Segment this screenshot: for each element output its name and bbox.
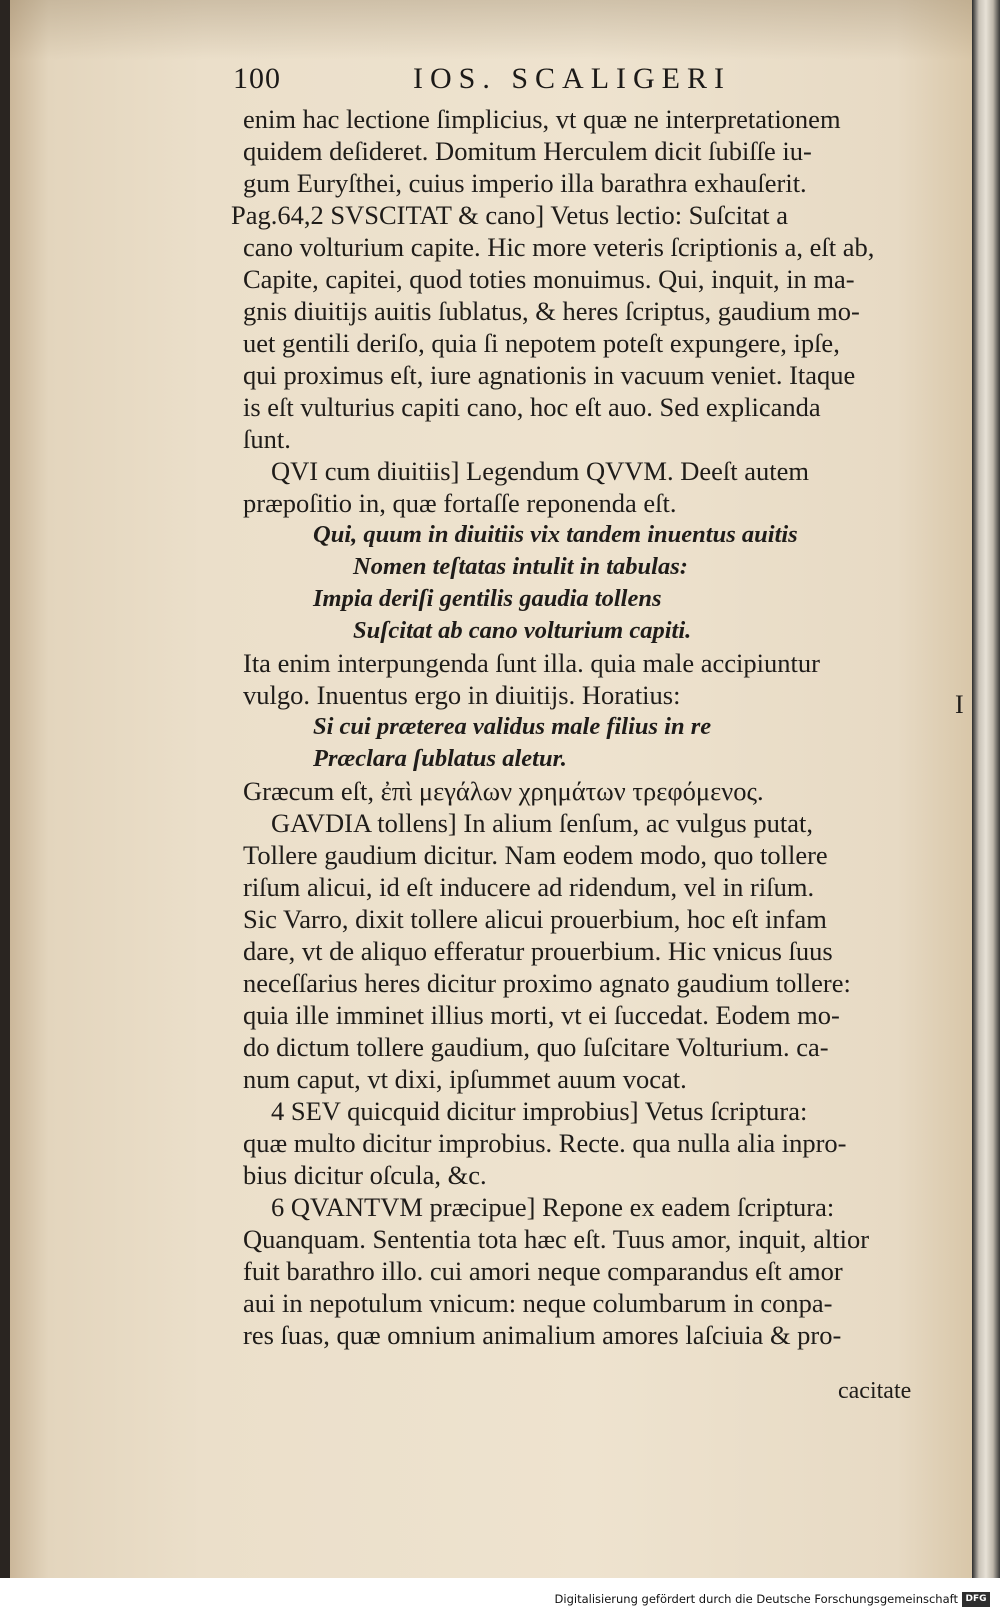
text-line: cano volturium capite. Hic more veteris ſcriptionis a, eſt ab,	[243, 232, 875, 262]
text-line: is eſt vulturius capiti cano, hoc eſt auo. Sed explicanda	[243, 392, 821, 422]
text-line: do dictum tollere gaudium, quo ſuſcitare Volturium. ca-	[243, 1032, 829, 1062]
book-page	[10, 0, 974, 1578]
book-edge-left	[0, 0, 10, 1578]
verse-line: Qui, quum in diuitiis vix tandem inuentus auitis	[313, 521, 798, 548]
text-line: uet gentili deriſo, quia ſi nepotem poteſt expungere, ipſe,	[243, 328, 840, 358]
text-line: vulgo. Inuentus ergo in diuitijs. Horatius:	[243, 680, 681, 710]
text-line: bius dicitur oſcula, &c.	[243, 1160, 487, 1190]
page-number: 100	[233, 62, 281, 95]
text-line: num caput, vt dixi, ipſummet auum vocat.	[243, 1064, 687, 1094]
text-line: Quanquam. Sententia tota hæc eſt. Tuus amor, inquit, altior	[243, 1224, 870, 1254]
text-line: præpoſitio in, quæ fortaſſe reponenda eſt.	[243, 488, 677, 518]
dfg-logo: DFG	[962, 1592, 990, 1607]
text-line: quæ multo dicitur improbius. Recte. qua nulla alia inpro-	[243, 1128, 847, 1158]
text-line: Sic Varro, dixit tollere alicui prouerbium, hoc eſt infam	[243, 904, 827, 934]
text-line: neceſſarius heres dicitur proximo agnato gaudium tollere:	[243, 968, 851, 998]
text-line: 4 SEV quicquid dicitur improbius] Vetus ſcriptura:	[271, 1096, 808, 1126]
text-line: Ita enim interpungenda ſunt illa. quia male accipiuntur	[243, 648, 820, 678]
scan-ruler-strip	[972, 0, 1000, 1578]
text-line: dare, vt de aliquo efferatur prouerbium. Hic vnicus ſuus	[243, 936, 833, 966]
text-line: ſunt.	[243, 424, 291, 454]
text-line: gum Euryſthei, cuius imperio illa barathra exhauſerit.	[243, 168, 807, 198]
text-line: Græcum eſt, ἐπὶ μεγάλων χρημάτων τρεφόμενος.	[243, 776, 764, 806]
text-line: fuit barathro illo. cui amori neque comparandus eſt amor	[243, 1256, 843, 1286]
verse-line: Nomen teſtatas intulit in tabulas:	[353, 553, 688, 580]
text-line: Tollere gaudium dicitur. Nam eodem modo, quo tollere	[243, 840, 828, 870]
text-line: gnis diuitijs auitis ſublatus, & heres ſcriptus, gaudium mo-	[243, 296, 860, 326]
text-line: Capite, capitei, quod toties monuimus. Qui, inquit, in ma-	[243, 264, 855, 294]
margin-mark: I	[955, 690, 964, 719]
text-line: GAVDIA tollens] In alium ſenſum, ac vulgus putat,	[271, 808, 813, 838]
text-line: Pag.64,2 SVSCITAT & cano] Vetus lectio: Suſcitat a	[231, 200, 789, 230]
text-line: quia ille imminet illius morti, vt ei ſuccedat. Eodem mo-	[243, 1000, 840, 1030]
verse-line: Præclara ſublatus aletur.	[313, 745, 567, 772]
text-line: enim hac lectione ſimplicius, vt quæ ne interpretationem	[243, 104, 841, 134]
catchword: cacitate	[838, 1378, 912, 1404]
text-line: QVI cum diuitiis] Legendum QVVM. Deeſt autem	[271, 456, 809, 486]
footer-credit: Digitalisierung gefördert durch die Deutsche Forschungsgemeinschaft	[554, 1592, 958, 1606]
text-line: aui in nepotulum vnicum: neque columbarum in conpa-	[243, 1288, 833, 1318]
text-line: riſum alicui, id eſt inducere ad ridendum, vel in riſum.	[243, 872, 815, 902]
page-header	[233, 56, 953, 106]
verse-line: Si cui præterea validus male filius in re	[313, 713, 712, 740]
verse-line: Impia deriſi gentilis gaudia tollens	[313, 585, 662, 612]
text-line: qui proximus eſt, iure agnationis in vacuum veniet. Itaque	[243, 360, 856, 390]
footer	[0, 1578, 1000, 1623]
text-line: res ſuas, quæ omnium animalium amores laſciuia & pro-	[243, 1320, 842, 1350]
text-line: quidem deſideret. Domitum Herculem dicit ſubiſſe iu-	[243, 136, 812, 166]
running-head: IOS. SCALIGERI	[413, 62, 732, 95]
text-line: 6 QVANTVM præcipue] Repone ex eadem ſcriptura:	[271, 1192, 835, 1222]
verse-line: Suſcitat ab cano volturium capiti.	[353, 617, 692, 644]
